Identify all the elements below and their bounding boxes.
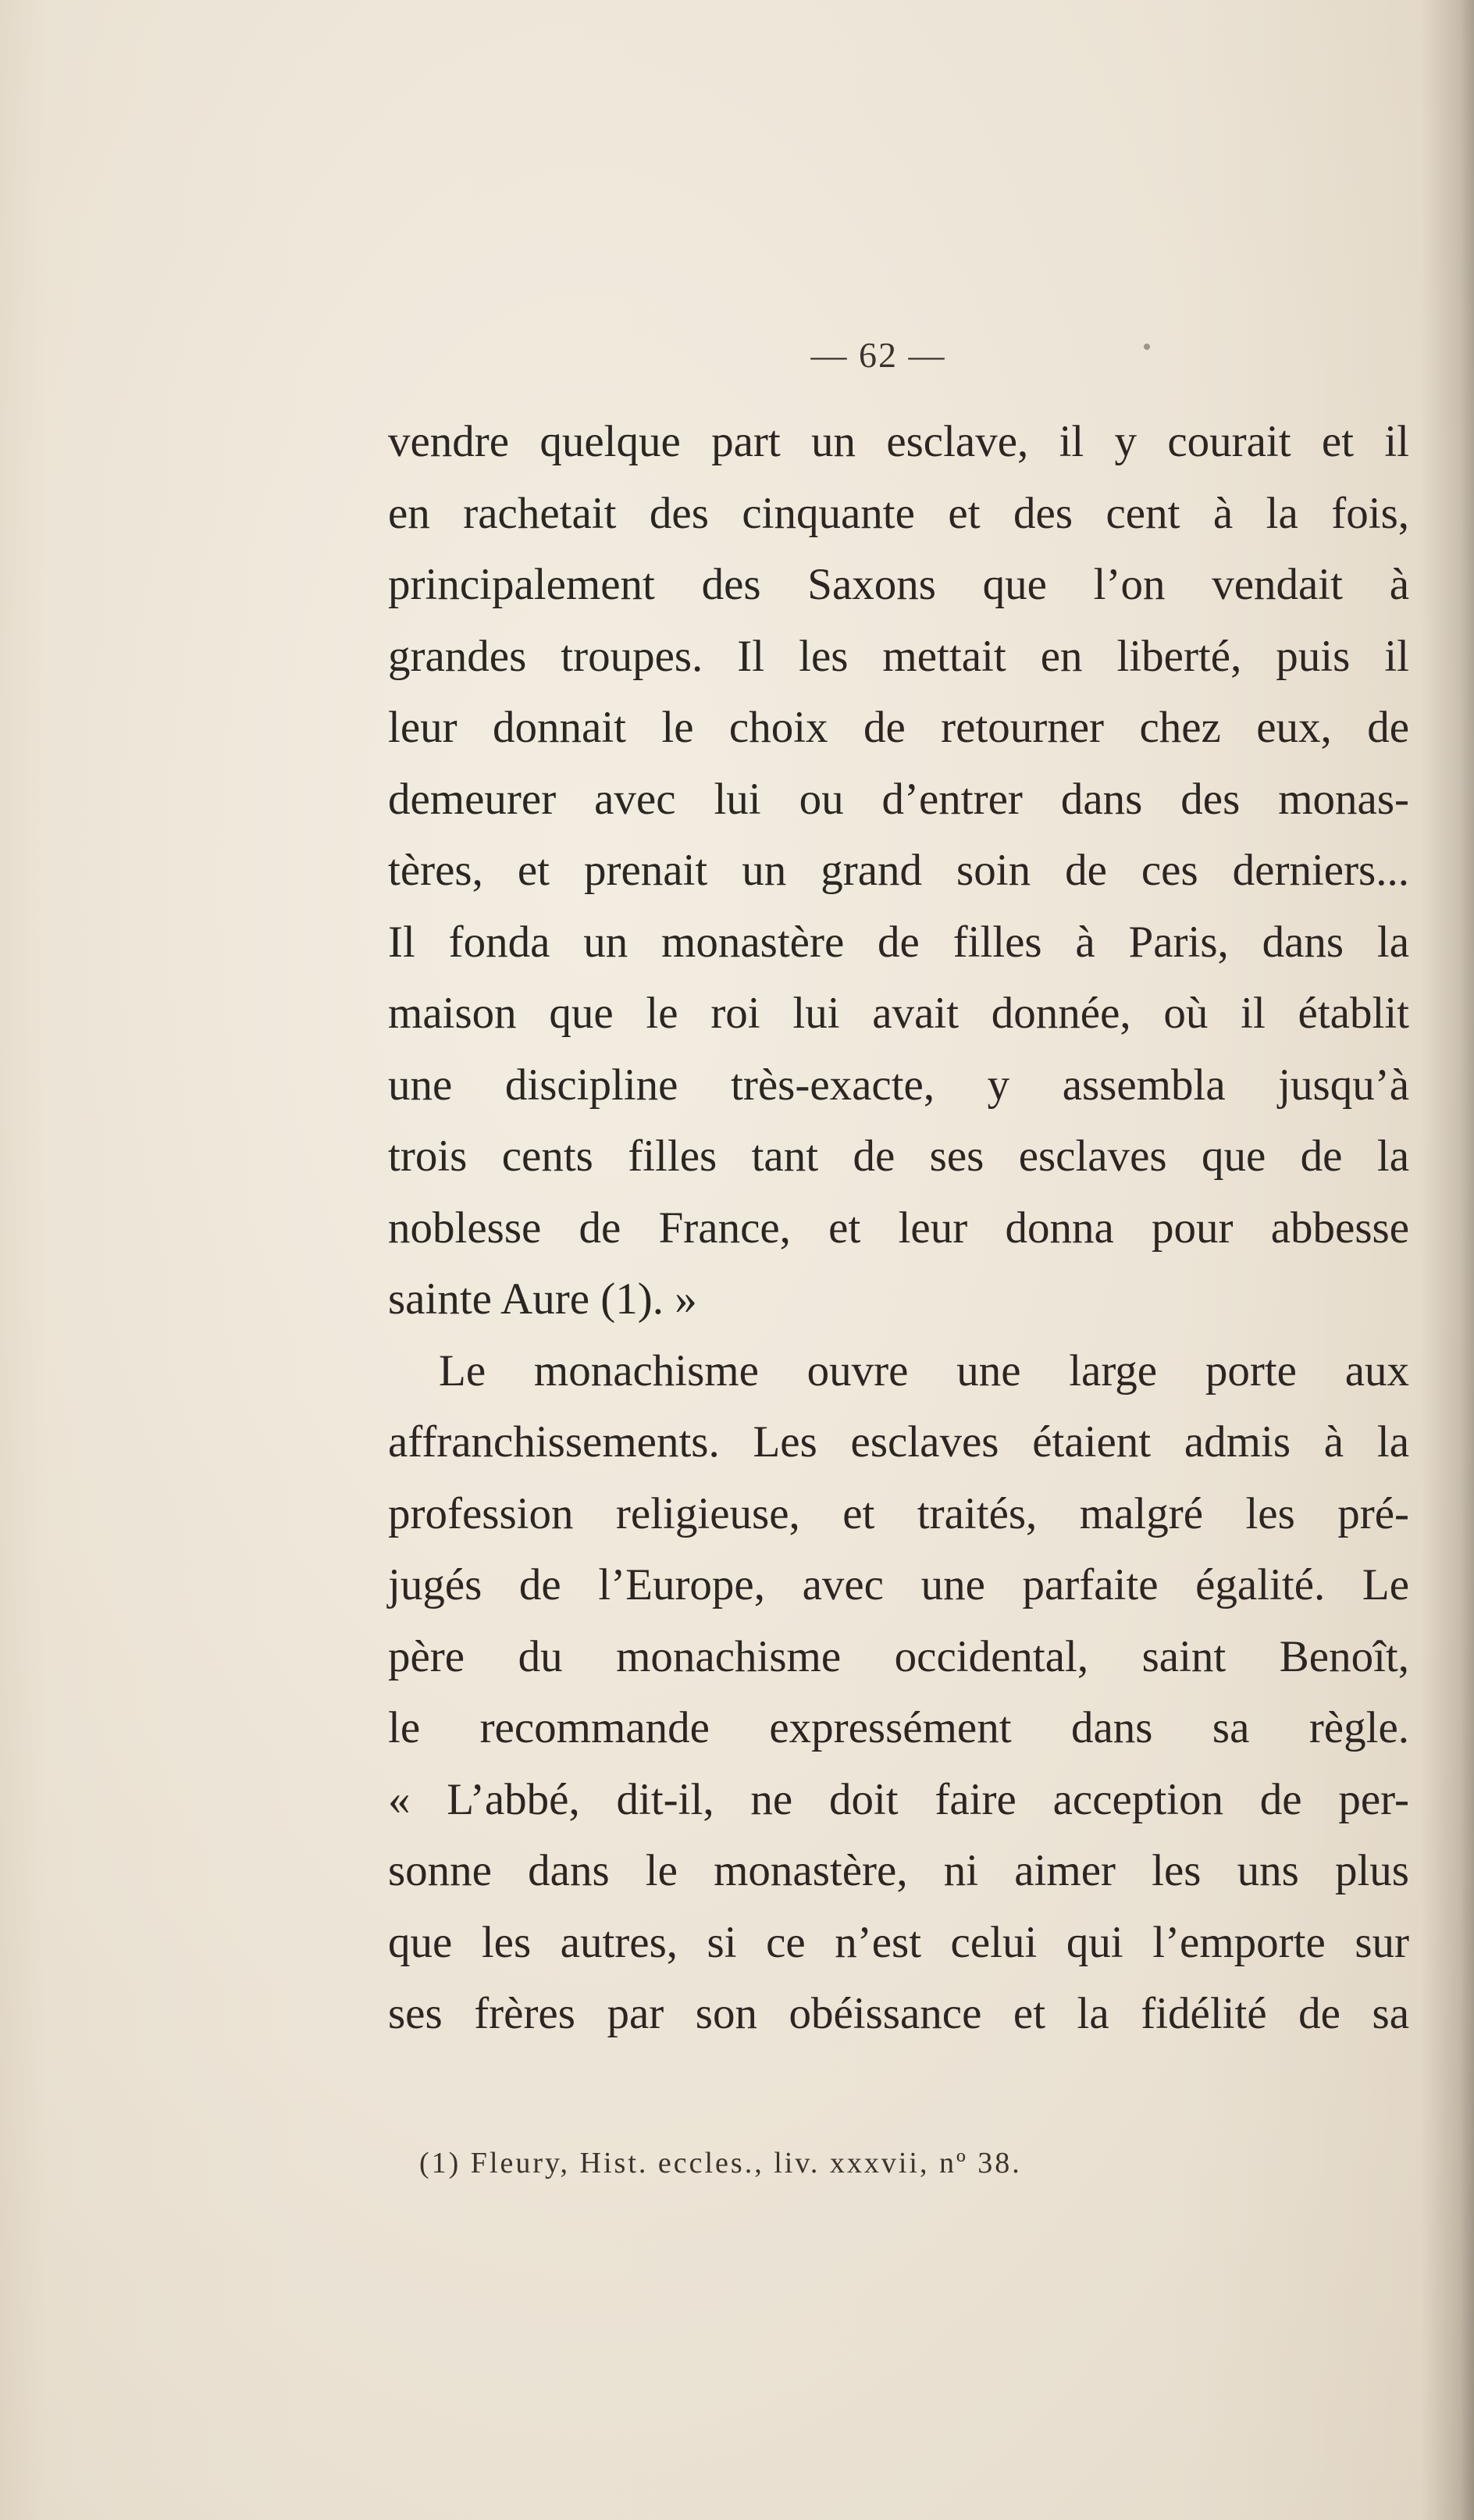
text-line: principalement des Saxons que l’on vendait à [388,560,1409,609]
text-line: sainte Aure (1). » [388,1274,697,1324]
text-line: leur donnait le choix de retourner chez eux, de [388,703,1409,752]
text-line: père du monachisme occidental, saint Benoît, [388,1631,1409,1681]
text-line: une discipline très-exacte, y assembla jusqu’à [388,1060,1409,1110]
paragraph-start-line: Le monachisme ouvre une large porte aux [439,1346,1409,1395]
text-line: sonne dans le monastère, ni aimer les uns plus [388,1846,1409,1895]
text-line: « L’abbé, dit-il, ne doit faire acception de per- [388,1774,1409,1824]
text-line: tères, et prenait un grand soin de ces derniers... [388,846,1409,895]
body-text [388,406,1409,2050]
page-number: — 62 — [810,335,946,375]
text-line: vendre quelque part un esclave, il y courait et il [388,417,1409,466]
text-line: profession religieuse, et traités, malgré les pré- [388,1488,1409,1538]
text-line: trois cents filles tant de ses esclaves que de la [388,1132,1409,1181]
text-line: Il fonda un monastère de filles à Paris, dans la [388,917,1409,967]
text-line: demeurer avec lui ou d’entrer dans des monas- [388,774,1409,824]
text-line: grandes troupes. Il les mettait en liberté, puis il [388,631,1409,681]
text-line: le recommande expressément dans sa règle. [388,1703,1409,1752]
text-line: que les autres, si ce n’est celui qui l’emporte sur [388,1917,1409,1967]
text-line: maison que le roi lui avait donnée, où il établit [388,989,1409,1038]
text-line: affranchissements. Les esclaves étaient admis à la [388,1417,1409,1467]
text-line: en rachetait des cinquante et des cent à la fois, [388,488,1409,538]
text-line: jugés de l’Europe, avec une parfaite égalité. Le [388,1560,1409,1609]
footnote: (1) Fleury, Hist. eccles., liv. xxxvii, nº 38. [419,2147,1022,2180]
text-line: noblesse de France, et leur donna pour abbesse [388,1203,1409,1253]
text-line: ses frères par son obéissance et la fidélité de sa [388,1989,1409,2038]
